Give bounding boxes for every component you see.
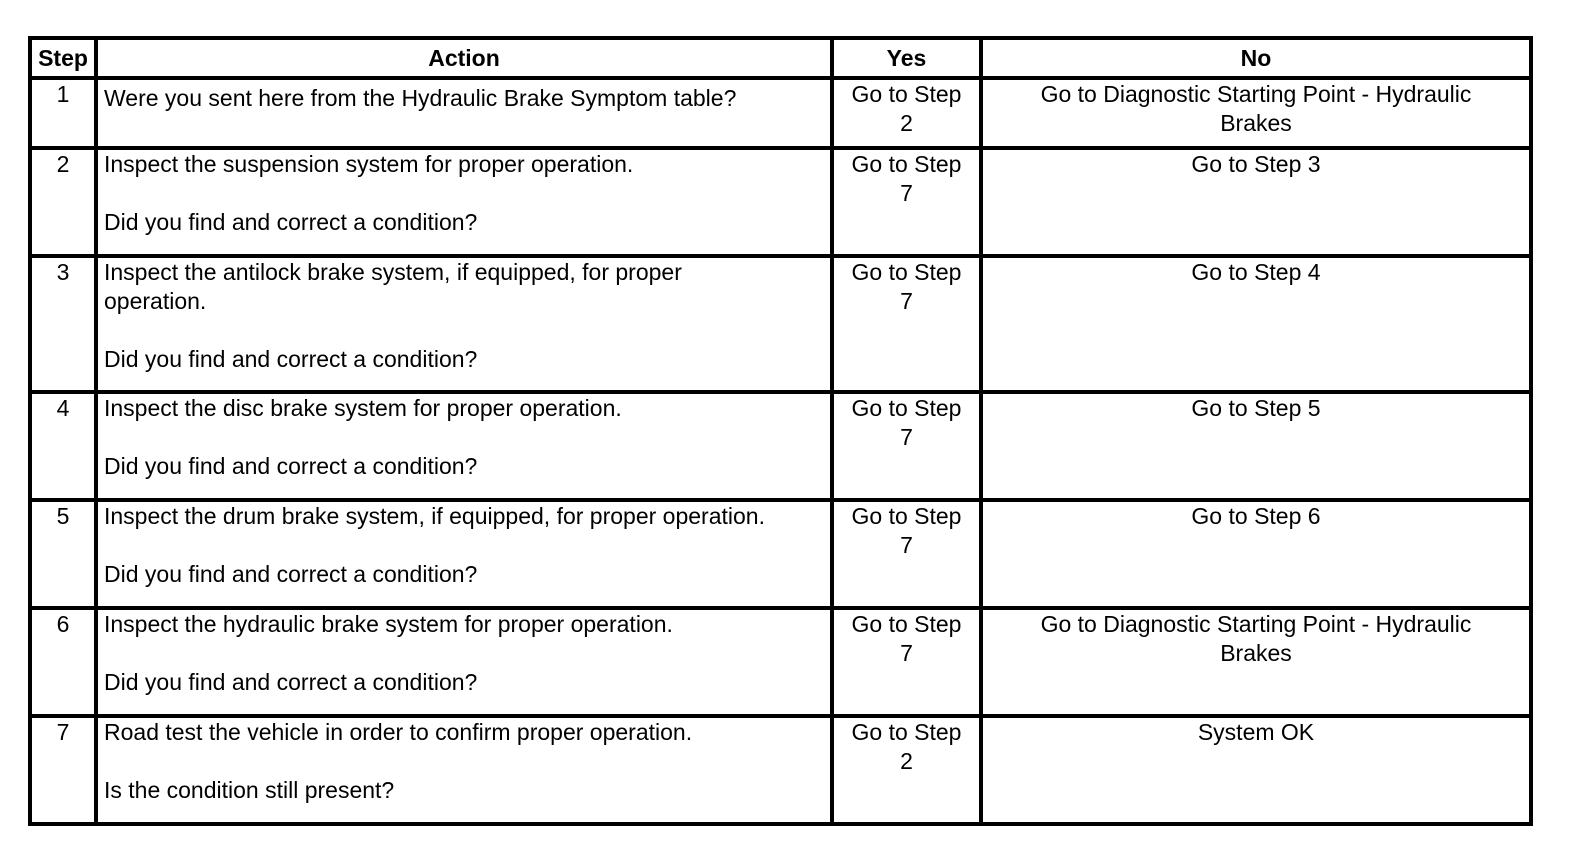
step-number: 2: [30, 148, 96, 256]
yes-line-1: Go to Step: [851, 503, 962, 529]
step-number: 6: [30, 608, 96, 716]
diagnostic-table: [28, 36, 1533, 826]
action-question: Did you find and correct a condition?: [104, 209, 478, 235]
yes-line-2: 2: [900, 748, 913, 774]
yes-line-1: Go to Step: [851, 151, 962, 177]
yes-line-1: Go to Step: [851, 611, 962, 637]
yes-line-2: 7: [900, 424, 913, 450]
yes-cell: [832, 256, 981, 392]
action-text: Inspect the suspension system for proper operation.: [104, 151, 634, 177]
yes-line-2: 7: [900, 640, 913, 666]
yes-cell: [832, 148, 981, 256]
action-text: Inspect the antilock brake system, if equipped, for proper operation.: [104, 259, 682, 314]
action-cell: [96, 148, 832, 256]
action-text: Inspect the drum brake system, if equipped, for proper operation.: [104, 503, 765, 529]
header-no: No: [981, 38, 1531, 78]
yes-line-1: Go to Step: [851, 395, 962, 421]
action-cell: [96, 608, 832, 716]
table-row: [30, 500, 1531, 608]
step-number: 3: [30, 256, 96, 392]
no-cell: [981, 392, 1531, 500]
header-step: Step: [30, 38, 96, 78]
no-cell: [981, 608, 1531, 716]
no-line-2: System OK: [1197, 719, 1315, 745]
yes-line-2: 7: [900, 288, 913, 314]
no-line-2: Go to Step 3: [1191, 151, 1321, 177]
yes-cell: [832, 392, 981, 500]
table-row: [30, 716, 1531, 824]
no-cell: [981, 716, 1531, 824]
yes-line-2: 2: [900, 110, 913, 136]
yes-cell: [832, 78, 981, 148]
step-number: 1: [30, 78, 96, 148]
table-row: [30, 256, 1531, 392]
step-number: 4: [30, 392, 96, 500]
yes-cell: [832, 608, 981, 716]
action-cell: [96, 716, 832, 824]
action-cell: [96, 392, 832, 500]
yes-line-2: 7: [900, 532, 913, 558]
action-text: Inspect the disc brake system for proper operation.: [104, 395, 622, 421]
action-text: Inspect the hydraulic brake system for proper operation.: [104, 611, 673, 637]
no-cell: [981, 78, 1531, 148]
yes-line-1: Go to Step: [851, 719, 962, 745]
no-line-1: Go to Diagnostic Starting Point - Hydraulic: [1040, 611, 1472, 637]
yes-cell: [832, 500, 981, 608]
no-line-2: Brakes: [1220, 640, 1292, 666]
no-line-2: Brakes: [1220, 110, 1292, 136]
action-question: Did you find and correct a condition?: [104, 561, 478, 587]
no-cell: [981, 256, 1531, 392]
yes-cell: [832, 716, 981, 824]
yes-line-1: Go to Step: [851, 81, 962, 107]
step-number: 7: [30, 716, 96, 824]
yes-line-1: Go to Step: [851, 259, 962, 285]
yes-line-2: 7: [900, 180, 913, 206]
table-row: [30, 392, 1531, 500]
action-cell: [96, 256, 832, 392]
table-row: [30, 608, 1531, 716]
header-row: [30, 38, 1531, 78]
no-line-2: Go to Step 6: [1191, 503, 1321, 529]
no-line-2: Go to Step 4: [1191, 259, 1321, 285]
action-text: Road test the vehicle in order to confirm proper operation.: [104, 719, 693, 745]
table-row: [30, 148, 1531, 256]
no-line-2: Go to Step 5: [1191, 395, 1321, 421]
action-question: Did you find and correct a condition?: [104, 453, 478, 479]
action-question: Is the condition still present?: [104, 777, 395, 803]
no-cell: [981, 148, 1531, 256]
header-yes: Yes: [832, 38, 981, 78]
action-cell: [96, 500, 832, 608]
action-text: Were you sent here from the Hydraulic Brake Symptom table?: [104, 85, 737, 111]
table-row: [30, 78, 1531, 148]
step-number: 5: [30, 500, 96, 608]
no-line-1: Go to Diagnostic Starting Point - Hydraulic: [1040, 81, 1472, 107]
header-action: Action: [96, 38, 832, 78]
action-question: Did you find and correct a condition?: [104, 669, 478, 695]
no-cell: [981, 500, 1531, 608]
action-cell: [96, 78, 832, 148]
action-question: Did you find and correct a condition?: [104, 346, 478, 372]
